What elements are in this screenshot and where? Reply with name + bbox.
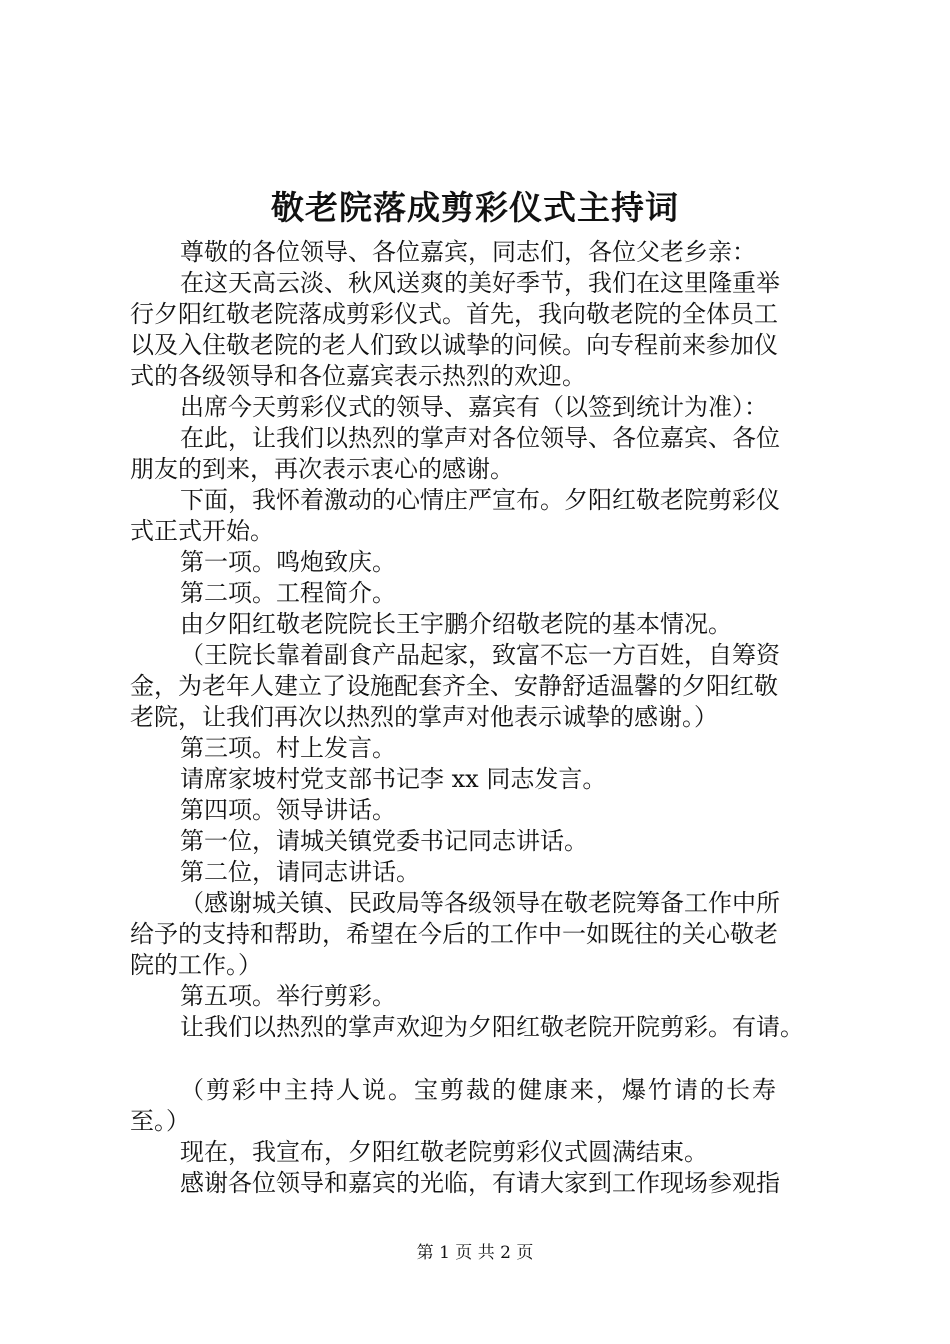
paragraph-line: 由夕阳红敬老院院长王宇鹏介绍敬老院的基本情况。 [180,610,732,638]
paragraph-line: 请席家坡村党支部书记李 xx 同志发言。 [180,765,607,793]
paragraph-line: 尊敬的各位领导、各位嘉宾，同志们，各位父老乡亲： [180,238,756,266]
paragraph-line: 给予的支持和帮助，希望在今后的工作中一如既往的关心敬老 [130,920,778,948]
paragraph-line: 出席今天剪彩仪式的领导、嘉宾有（以签到统计为准）： [180,393,768,421]
paragraph-line: 让我们以热烈的掌声欢迎为夕阳红敬老院开院剪彩。有请。 [180,1013,804,1041]
paragraph-line: 现在，我宣布，夕阳红敬老院剪彩仪式圆满结束。 [180,1138,708,1166]
paragraph-line: 朋友的到来，再次表示衷心的感谢。 [130,455,514,483]
paragraph-line: 第一位，请城关镇党委书记同志讲话。 [180,827,588,855]
paragraph-line: 至。） [130,1107,190,1135]
paragraph-line: 在这天高云淡、秋风送爽的美好季节，我们在这里隆重举 [180,269,780,297]
paragraph-line: 式正式开始。 [130,517,274,545]
page-number-footer: 第 1 页 共 2 页 [416,1243,534,1263]
paragraph-line: （剪彩中主持人说。宝剪裁的健康来，爆竹请的长寿 [180,1076,778,1104]
paragraph-line: 金，为老年人建立了设施配套齐全、安静舒适温馨的夕阳红敬 [130,672,778,700]
paragraph-line: （王院长靠着副食产品起家，致富不忘一方百姓，自筹资 [180,641,780,669]
paragraph-line: 下面，我怀着激动的心情庄严宣布。夕阳红敬老院剪彩仪 [180,486,780,514]
paragraph-line: 第二项。工程简介。 [180,579,396,607]
paragraph-line: 第一项。鸣炮致庆。 [180,548,396,576]
document-title: 敬老院落成剪彩仪式主持词 [271,188,679,227]
paragraph-line: 在此，让我们以热烈的掌声对各位领导、各位嘉宾、各位 [180,424,780,452]
paragraph-line: 以及入住敬老院的老人们致以诚挚的问候。向专程前来参加仪 [130,331,778,359]
paragraph-line: 感谢各位领导和嘉宾的光临，有请大家到工作现场参观指 [180,1169,780,1197]
paragraph-line: 第五项。举行剪彩。 [180,982,396,1010]
paragraph-line: （感谢城关镇、民政局等各级领导在敬老院筹备工作中所 [180,889,780,917]
paragraph-line: 老院，让我们再次以热烈的掌声对他表示诚挚的感谢。） [130,703,718,731]
paragraph-line: 院的工作。） [130,951,262,979]
paragraph-line: 第三项。村上发言。 [180,734,396,762]
paragraph-line: 第二位，请同志讲话。 [180,858,420,886]
paragraph-line: 行夕阳红敬老院落成剪彩仪式。首先，我向敬老院的全体员工 [130,300,778,328]
paragraph-line: 式的各级领导和各位嘉宾表示热烈的欢迎。 [130,362,586,390]
paragraph-line: 第四项。领导讲话。 [180,796,396,824]
